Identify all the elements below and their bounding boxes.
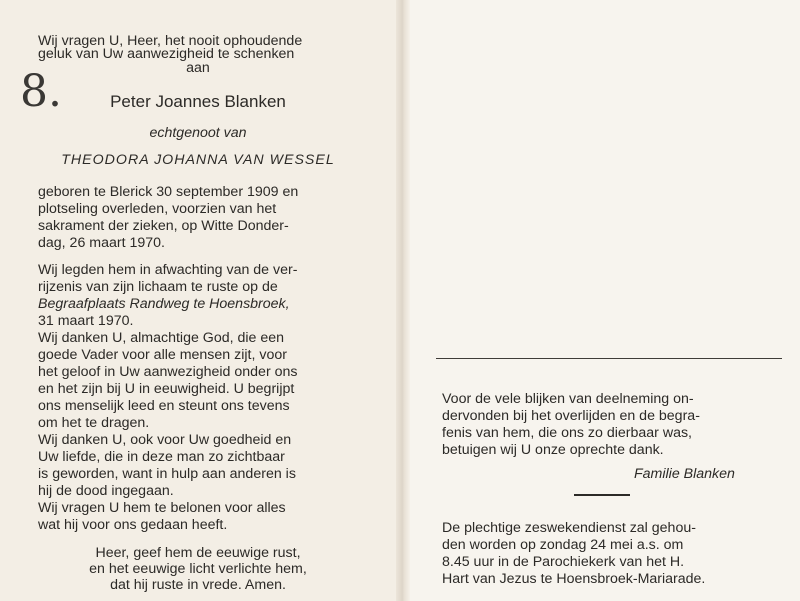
opening-line-3: aan xyxy=(186,60,210,76)
opening-line-1: Wij vragen U, Heer, het nooit ophoudende xyxy=(38,33,303,49)
right-page xyxy=(410,0,800,601)
bio-line-3: sakrament der zieken, op Witte Donder- xyxy=(38,218,289,234)
prayer-line-14: hij de dood ingegaan. xyxy=(38,483,174,499)
prayer-line-3: Begraafplaats Randweg te Hoensbroek, xyxy=(38,296,290,312)
bio-line-4: dag, 26 maart 1970. xyxy=(38,235,165,251)
thanks-line-3: fenis van hem, die ons zo dierbaar was, xyxy=(442,425,692,441)
service-line-3: 8.45 uur in de Parochiekerk van het H. xyxy=(442,554,685,570)
prayer-line-12: Uw liefde, die in deze man zo zichtbaar xyxy=(38,449,285,465)
short-divider xyxy=(574,494,630,496)
prayer-line-6: goede Vader voor alle mensen zijt, voor xyxy=(38,347,287,363)
prayer-line-5: Wij danken U, almachtige God, die een xyxy=(38,330,285,346)
bio-line-2: plotseling overleden, voorzien van het xyxy=(38,201,277,217)
handwritten-number: 8. xyxy=(20,66,62,117)
signature: Familie Blanken xyxy=(634,466,735,482)
prayer-line-16: wat hij voor ons gedaan heeft. xyxy=(38,517,228,533)
closing-line-3: dat hij ruste in vrede. Amen. xyxy=(110,577,286,593)
prayer-line-10: om het te dragen. xyxy=(38,415,150,431)
prayer-line-4: 31 maart 1970. xyxy=(38,313,134,329)
thanks-line-2: dervonden bij het overlijden en de begra- xyxy=(442,408,700,424)
prayer-line-11: Wij danken U, ook voor Uw goedheid en xyxy=(38,432,292,448)
card-fold xyxy=(396,0,410,601)
opening-line-2: geluk van Uw aanwezigheid te schenken xyxy=(38,46,295,62)
prayer-line-1: Wij legden hem in afwachting van de ver- xyxy=(38,262,298,278)
divider-line xyxy=(436,358,782,359)
spouse-label: echtgenoot van xyxy=(149,125,247,141)
service-line-2: den worden op zondag 24 mei a.s. om xyxy=(442,537,684,553)
prayer-line-8: en het zijn bij U in eeuwigheid. U begrijpt xyxy=(38,381,295,397)
prayer-line-13: is geworden, want in hulp aan anderen is xyxy=(38,466,296,482)
closing-line-2: en het eeuwige licht verlichte hem, xyxy=(89,561,307,577)
spouse-name: THEODORA JOHANNA VAN WESSEL xyxy=(61,152,335,168)
deceased-name: Peter Joannes Blanken xyxy=(110,92,286,111)
closing-line-1: Heer, geef hem de eeuwige rust, xyxy=(95,545,301,561)
prayer-line-15: Wij vragen U hem te belonen voor alles xyxy=(38,500,286,516)
bio-line-1: geboren te Blerick 30 september 1909 en xyxy=(38,184,299,200)
prayer-line-9: ons menselijk leed en steunt ons tevens xyxy=(38,398,290,414)
prayer-line-7: het geloof in Uw aanwezigheid onder ons xyxy=(38,364,298,380)
thanks-line-1: Voor de vele blijken van deelneming on- xyxy=(442,391,694,407)
thanks-line-4: betuigen wij U onze oprechte dank. xyxy=(442,442,664,458)
prayer-line-2: rijzenis van zijn lichaam te ruste op de xyxy=(38,279,278,295)
left-page xyxy=(0,0,396,601)
service-line-1: De plechtige zeswekendienst zal gehou- xyxy=(442,520,696,536)
service-line-4: Hart van Jezus te Hoensbroek-Mariarade. xyxy=(442,571,706,587)
